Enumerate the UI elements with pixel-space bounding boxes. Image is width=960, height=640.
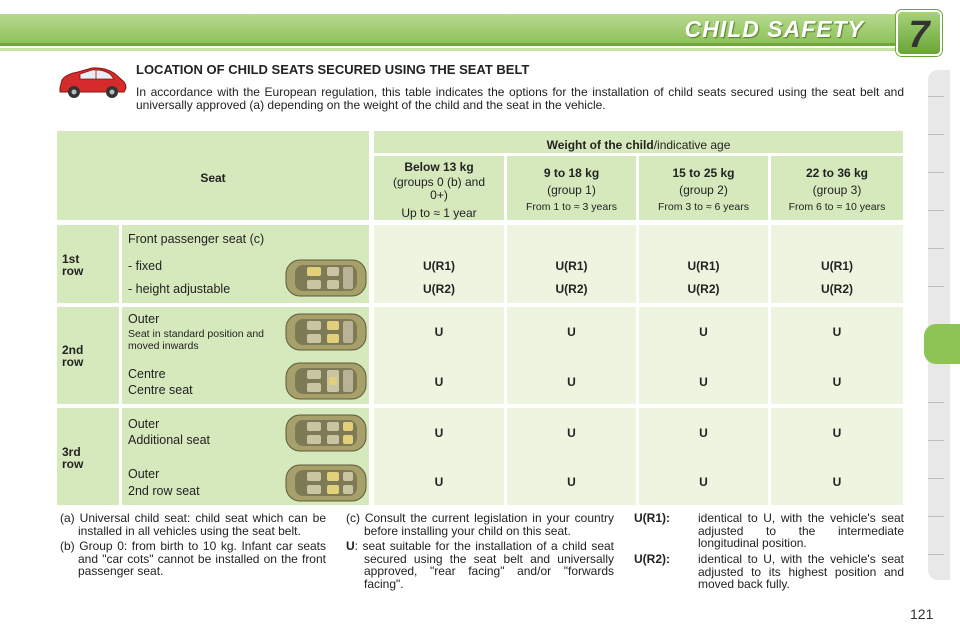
chapter-number: 7 bbox=[908, 14, 930, 56]
footnote-a: (a) Universal child seat: child seat which can be installed in all vehicles using the seat belt. bbox=[60, 511, 326, 538]
value-text: U bbox=[434, 475, 444, 489]
page-number: 121 bbox=[910, 606, 934, 622]
tab-divider bbox=[928, 516, 944, 517]
value-text: U(R1) bbox=[555, 259, 588, 273]
seat-diagram-icon bbox=[285, 362, 367, 400]
tab-divider bbox=[928, 248, 944, 249]
value-cell bbox=[507, 307, 636, 404]
section-title: LOCATION OF CHILD SEATS SECURED USING THE SEAT BELT bbox=[136, 62, 530, 77]
value-text: U bbox=[567, 426, 576, 440]
column-age: Up to ≈ 1 year bbox=[401, 206, 477, 220]
value-text: U bbox=[699, 426, 708, 440]
column-age: From 1 to ≈ 3 years bbox=[526, 201, 617, 213]
seat-diagram-icon bbox=[285, 464, 367, 502]
footnote-c: (c) Consult the current legislation in your country before installing your child on this seat. bbox=[346, 511, 614, 538]
value-text: U(R2) bbox=[687, 282, 720, 296]
column-group: (groups 0 (b) and 0+) bbox=[392, 175, 486, 202]
row-label: 1st row bbox=[62, 252, 84, 278]
value-text: U bbox=[434, 325, 444, 339]
tab-active-chapter[interactable] bbox=[924, 324, 960, 364]
column-age: From 6 to ≈ 10 years bbox=[788, 201, 886, 213]
value-cell bbox=[507, 408, 636, 505]
tab-divider bbox=[928, 96, 944, 97]
row-label: 2nd row bbox=[62, 343, 84, 369]
definition-text: identical to U, with the vehicle's seat adjusted to its highest position and moved back fully. bbox=[698, 552, 904, 591]
weight-header-bold: Weight of the child bbox=[546, 138, 654, 152]
intro-paragraph: In accordance with the European regulation, this table indicates the options for the installation of child seats secured using the seat belt and universally approved (a) depending on the weight of the child and the seat in the vehicle. bbox=[136, 85, 904, 112]
seat-desc: - fixed bbox=[128, 259, 163, 273]
value-text: U bbox=[434, 426, 444, 440]
header-stripe bbox=[0, 48, 900, 51]
seat-desc: - height adjustable bbox=[128, 282, 231, 296]
seat-header: Seat bbox=[200, 171, 226, 185]
column-weight: Below 13 kg bbox=[404, 160, 474, 174]
value-cell bbox=[639, 307, 768, 404]
value-text: U bbox=[434, 375, 444, 389]
column-group: (group 2) bbox=[679, 183, 728, 197]
column-weight: 9 to 18 kg bbox=[543, 166, 600, 180]
value-text: U(R2) bbox=[555, 282, 588, 296]
value-text: U bbox=[832, 475, 842, 489]
seat-diagram-icon bbox=[285, 313, 367, 351]
seat-diagram-icon bbox=[285, 259, 367, 297]
value-text: U bbox=[832, 325, 842, 339]
value-cell bbox=[771, 408, 903, 505]
definition-text: identical to U, with the vehicle's seat adjusted to the intermediate longitudinal position. bbox=[698, 511, 904, 550]
row-label: 3rd row bbox=[62, 445, 84, 471]
column-weight: 15 to 25 kg bbox=[672, 166, 735, 180]
value-text: U(R1) bbox=[423, 259, 455, 273]
value-text: U bbox=[567, 475, 576, 489]
seat-desc-detail: Centre seat bbox=[128, 383, 193, 397]
value-text: U bbox=[699, 475, 708, 489]
value-text: U bbox=[699, 375, 708, 389]
seat-desc: Centre bbox=[128, 367, 166, 381]
column-age: From 3 to ≈ 6 years bbox=[658, 201, 749, 213]
definition-key: U(R1): bbox=[634, 511, 670, 525]
tab-divider bbox=[928, 134, 944, 135]
footnote-u-key: U bbox=[346, 539, 355, 553]
seat-desc-detail: Additional seat bbox=[128, 433, 211, 447]
value-text: U bbox=[699, 325, 708, 339]
tab-divider bbox=[928, 286, 944, 287]
value-text: U(R2) bbox=[423, 282, 455, 296]
car-icon bbox=[56, 64, 128, 100]
value-cell bbox=[374, 307, 504, 404]
column-group: (group 3) bbox=[812, 183, 862, 197]
value-text: U(R1) bbox=[687, 259, 720, 273]
tab-divider bbox=[928, 440, 944, 441]
value-cell bbox=[771, 307, 903, 404]
definition-ur2 bbox=[634, 553, 904, 593]
tab-divider bbox=[928, 478, 944, 479]
value-text: U bbox=[832, 426, 842, 440]
definition-ur1 bbox=[634, 512, 904, 552]
seat-desc: Outer bbox=[128, 467, 160, 481]
seat-desc: Outer bbox=[128, 312, 160, 326]
tab-divider bbox=[928, 402, 944, 403]
tab-divider bbox=[928, 554, 944, 555]
chapter-badge bbox=[896, 10, 942, 56]
seat-title: Front passenger seat (c) bbox=[128, 232, 265, 246]
seat-desc: Outer bbox=[128, 417, 160, 431]
value-text: U(R2) bbox=[821, 282, 853, 296]
value-text: U bbox=[567, 375, 576, 389]
value-cell bbox=[374, 408, 504, 505]
definition-key: U(R2): bbox=[634, 552, 670, 566]
value-text: U(R1) bbox=[821, 259, 853, 273]
value-cell bbox=[639, 408, 768, 505]
value-text: U bbox=[567, 325, 576, 339]
tab-divider bbox=[928, 210, 944, 211]
footnote-u-text: : seat suitable for the installation of a child seat secured using the seat belt and universally approved, "rear facing" and/or "forwards facing". bbox=[354, 539, 614, 591]
seat-desc-detail: Seat in standard position and moved inwards bbox=[128, 328, 265, 352]
column-group: (group 1) bbox=[547, 183, 596, 197]
column-weight: 22 to 36 kg bbox=[805, 166, 869, 180]
weight-header-rest: /indicative age bbox=[653, 138, 731, 152]
seat-diagram-icon bbox=[285, 414, 367, 452]
seat-desc-detail: 2nd row seat bbox=[128, 484, 200, 498]
chapter-title: CHILD SAFETY bbox=[684, 16, 864, 42]
footnote-b: (b) Group 0: from birth to 10 kg. Infant car seats and "car cots" cannot be installed on the front passenger seat. bbox=[60, 539, 326, 578]
tab-divider bbox=[928, 172, 944, 173]
value-text: U bbox=[832, 375, 842, 389]
